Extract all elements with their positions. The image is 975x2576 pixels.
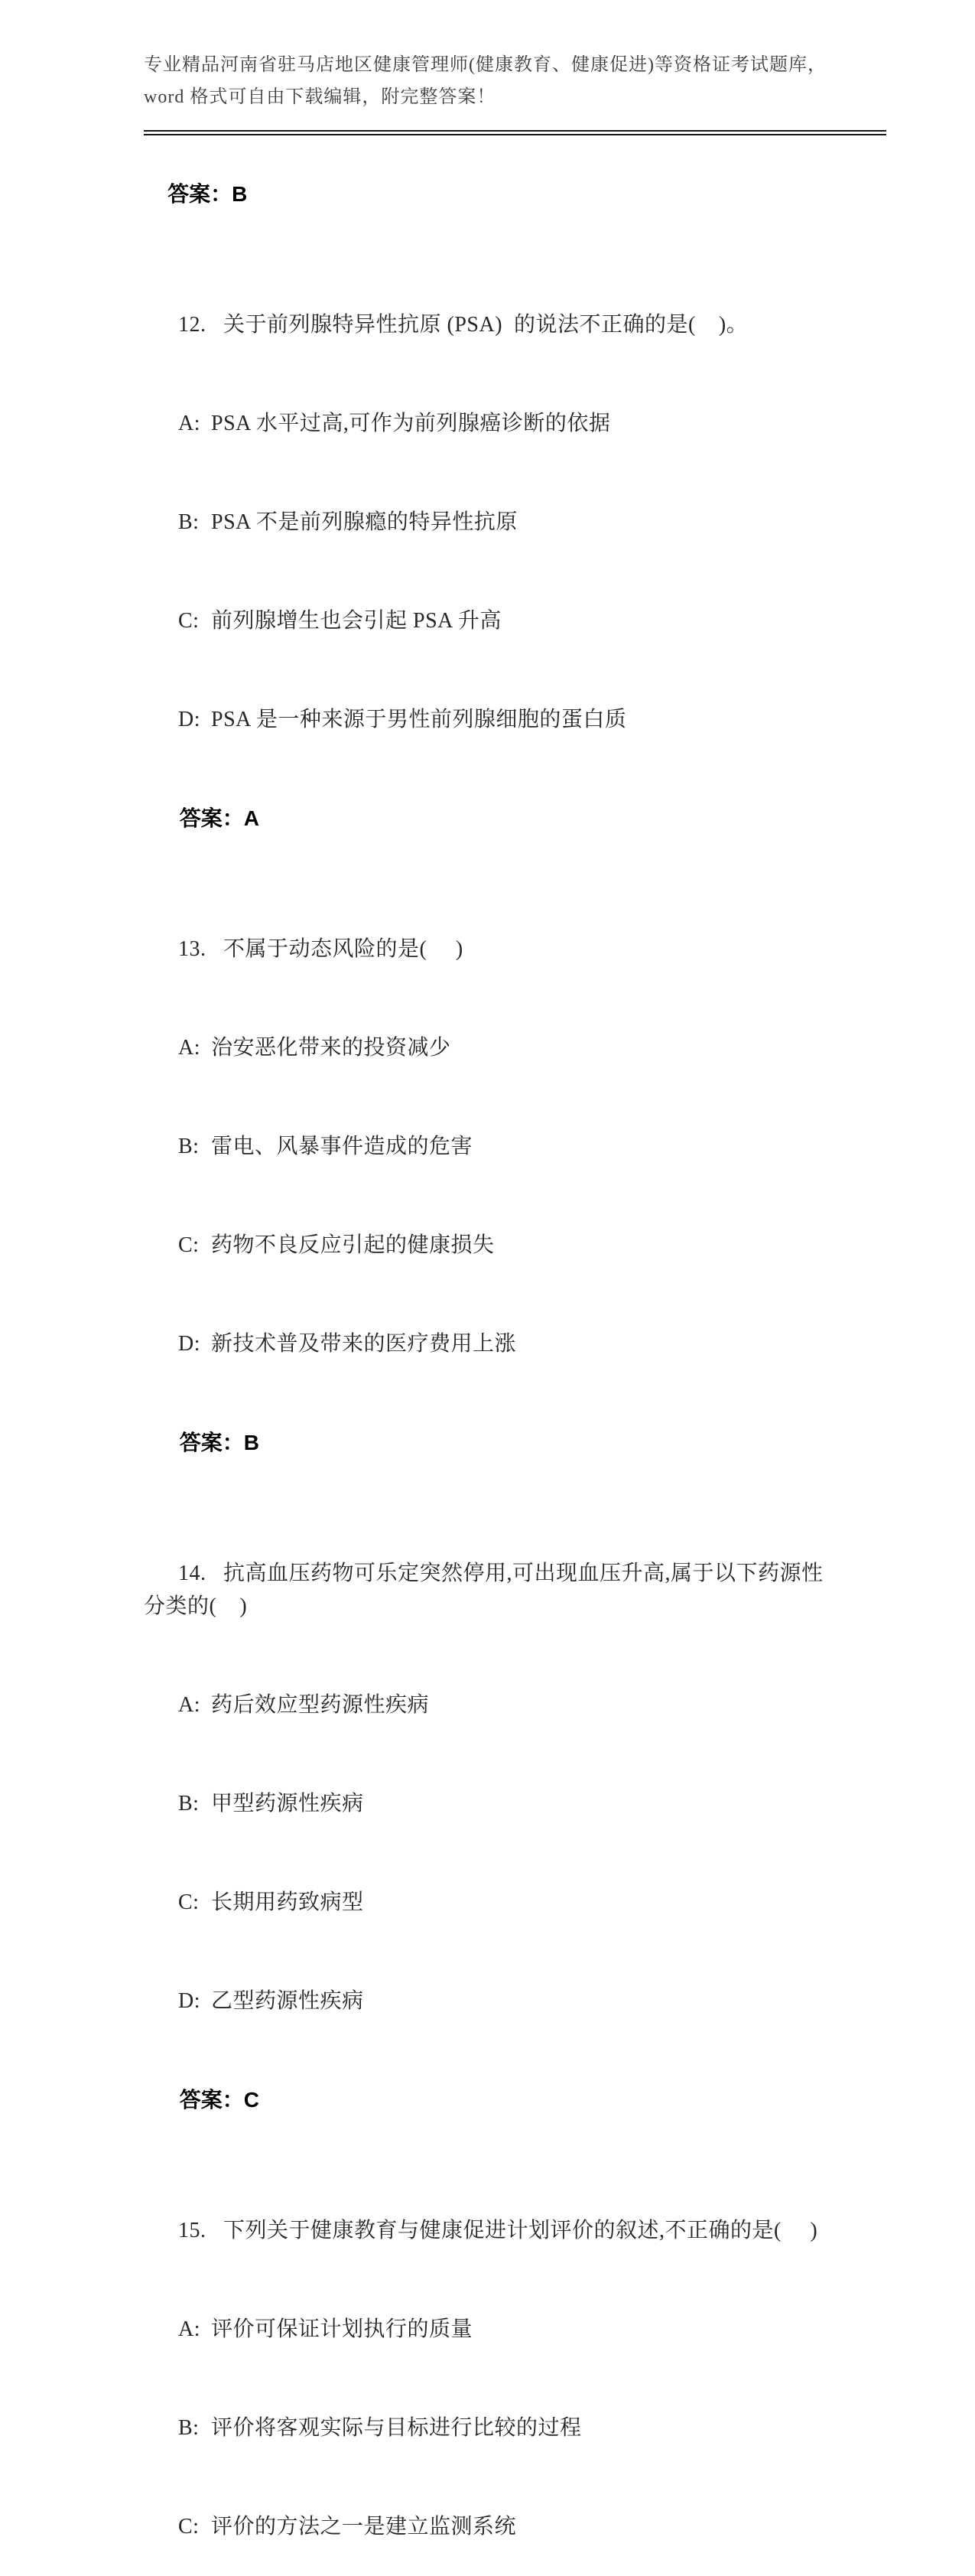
option-letter: A: xyxy=(178,1036,200,1060)
option-row xyxy=(144,2280,860,2379)
option-text: 雷电、风暴事件造成的危害 xyxy=(211,1135,473,1158)
option-row xyxy=(144,473,860,572)
option-row xyxy=(144,374,860,473)
question-stem-text: 抗高血压药物可乐定突然停用,可出现血压升高,属于以下药源性 分类的( ) xyxy=(144,1562,824,1618)
doc-header xyxy=(144,49,860,113)
answer-line xyxy=(144,769,860,868)
option-letter: C: xyxy=(178,2515,200,2539)
option-text: 评价将客观实际与目标进行比较的过程 xyxy=(211,2416,582,2440)
question-block-13 xyxy=(144,900,860,1492)
option-letter: D: xyxy=(178,1332,200,1356)
option-row xyxy=(144,572,860,670)
option-letter: B: xyxy=(178,510,200,534)
answer-line xyxy=(144,2050,860,2149)
option-text: 药物不良反应引起的健康损失 xyxy=(211,1233,495,1257)
option-text: 评价的方法之一是建立监测系统 xyxy=(211,2515,517,2539)
question-stem xyxy=(144,2181,860,2280)
option-row xyxy=(144,1656,860,1754)
question-stem-text: 不属于动态风险的是( ) xyxy=(223,937,463,961)
option-letter: A: xyxy=(178,1693,200,1717)
option-row xyxy=(144,2477,860,2576)
intro-answer-value: B xyxy=(232,182,248,206)
option-row xyxy=(144,1754,860,1853)
option-text: 治安恶化带来的投资减少 xyxy=(211,1036,451,1060)
option-text: 甲型药源性疾病 xyxy=(211,1792,364,1816)
answer-label: 答案： xyxy=(179,806,244,830)
question-block-12 xyxy=(144,275,860,868)
option-letter: B: xyxy=(178,2416,200,2440)
option-letter: B: xyxy=(178,1792,200,1816)
option-row xyxy=(144,1853,860,1952)
question-number: 12. xyxy=(178,313,206,337)
answer-line xyxy=(144,1393,860,1492)
option-text: 评价可保证计划执行的质量 xyxy=(211,2317,473,2341)
option-row xyxy=(144,2379,860,2477)
option-row xyxy=(144,1295,860,1393)
option-letter: C: xyxy=(178,609,200,633)
question-number: 14. xyxy=(178,1562,206,1585)
option-row xyxy=(144,1196,860,1295)
answer-value: A xyxy=(243,806,259,830)
option-letter: A: xyxy=(178,2317,200,2341)
option-letter: C: xyxy=(178,1233,200,1257)
question-number: 15. xyxy=(178,2219,206,2242)
option-row xyxy=(144,998,860,1097)
option-text: 药后效应型药源性疾病 xyxy=(211,1693,430,1717)
option-text: PSA 水平过高,可作为前列腺癌诊断的依据 xyxy=(211,412,611,435)
option-row xyxy=(144,1952,860,2050)
question-block-14 xyxy=(144,1524,860,2149)
answer-label: 答案： xyxy=(179,2088,244,2112)
question-stem xyxy=(144,900,860,998)
option-row xyxy=(144,1097,860,1196)
option-text: 前列腺增生也会引起 PSA 升高 xyxy=(211,609,502,633)
option-row xyxy=(144,670,860,769)
answer-value: C xyxy=(243,2088,259,2112)
option-text: PSA 是一种来源于男性前列腺细胞的蛋白质 xyxy=(211,708,627,731)
option-letter: B: xyxy=(178,1135,200,1158)
header-line-2: word 格式可自由下载编辑，附完整答案！ xyxy=(144,87,496,107)
option-letter: A: xyxy=(178,412,200,435)
option-letter: D: xyxy=(178,708,200,731)
option-text: 长期用药致病型 xyxy=(211,1890,364,1914)
question-stem xyxy=(144,1524,860,1656)
option-letter: C: xyxy=(178,1890,200,1914)
question-stem xyxy=(144,275,860,374)
intro-answer-line xyxy=(144,145,860,243)
question-stem-text: 关于前列腺特异性抗原 (PSA) 的说法不正确的是( )。 xyxy=(223,313,749,337)
header-divider xyxy=(144,130,886,135)
option-text: 乙型药源性疾病 xyxy=(211,1989,364,2013)
question-stem-text: 下列关于健康教育与健康促进计划评价的叙述,不正确的是( ) xyxy=(223,2219,818,2242)
answer-label: 答案： xyxy=(179,1431,244,1454)
question-block-15 xyxy=(144,2181,860,2576)
answer-value: B xyxy=(243,1431,259,1454)
option-letter: D: xyxy=(178,1989,200,2013)
option-text: PSA 不是前列腺瘾的特异性抗原 xyxy=(211,510,518,534)
intro-answer-label: 答案： xyxy=(167,182,232,206)
option-text: 新技术普及带来的医疗费用上涨 xyxy=(211,1332,517,1356)
header-line-1: 专业精品河南省驻马店地区健康管理师(健康教育、健康促进)等资格证考试题库， xyxy=(144,55,827,75)
question-number: 13. xyxy=(178,937,206,961)
